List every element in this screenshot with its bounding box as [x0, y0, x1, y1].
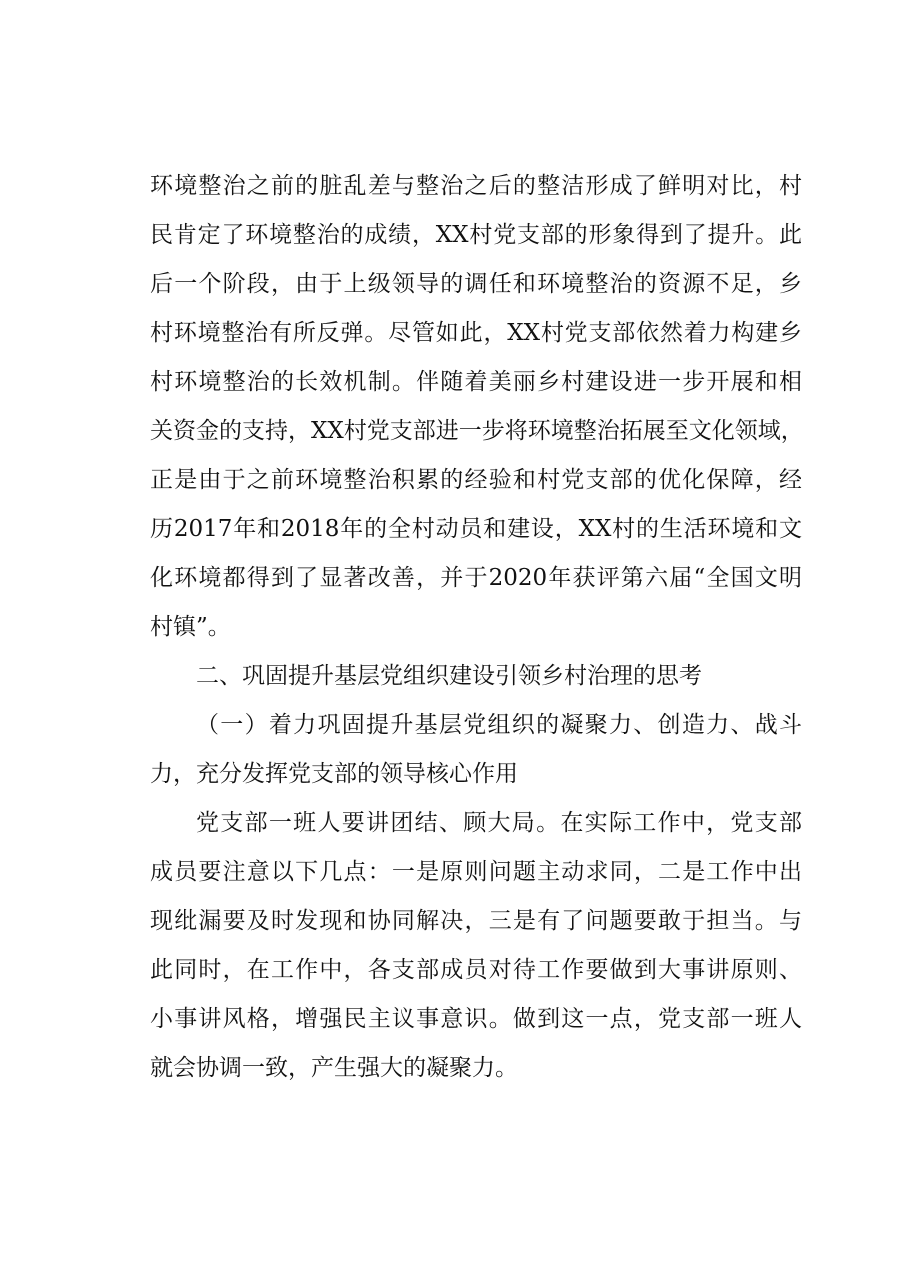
text-line: 小事讲风格，增强民主议事意识。做到这一点，党支部一班人: [150, 1006, 802, 1032]
text-line: 正是由于之前环境整治积累的经验和村党支部的优化保障，经: [150, 467, 802, 493]
text-line: 此同时，在工作中，各支部成员对待工作要做到大事讲原则、: [150, 957, 802, 983]
subheading-line: 力，充分发挥党支部的领导核心作用: [150, 761, 518, 787]
text-line: 就会协调一致，产生强大的凝聚力。: [150, 1055, 518, 1081]
text-line: 村镇”。: [150, 614, 231, 640]
text-line: 化环境都得到了显著改善，并于2020年获评第六届“全国文明: [150, 565, 802, 591]
subsection-heading: [150, 701, 802, 799]
text-line: 现纰漏要及时发现和协同解决，三是有了问题要敢于担当。与: [150, 908, 802, 934]
text-line: 历2017年和2018年的全村动员和建设，XX村的生活环境和文: [150, 516, 802, 542]
text-line: 成员要注意以下几点：一是原则问题主动求同，二是工作中出: [150, 859, 802, 885]
heading-text: 二、巩固提升基层党组织建设引领乡村治理的思考: [196, 663, 702, 689]
paragraph-environment-results: [150, 162, 802, 652]
subheading-line: （一）着力巩固提升基层党组织的凝聚力、创造力、战斗: [196, 712, 802, 738]
document-body: [150, 162, 802, 1093]
paragraph-party-branch-unity: [150, 799, 802, 1093]
text-line: 村环境整治的长效机制。伴随着美丽乡村建设进一步开展和相: [150, 369, 802, 395]
text-line: 民肯定了环境整治的成绩，XX村党支部的形象得到了提升。此: [150, 222, 802, 248]
text-line: 村环境整治有所反弹。尽管如此，XX村党支部依然着力构建乡: [150, 320, 802, 346]
text-line: 环境整治之前的脏乱差与整治之后的整洁形成了鲜明对比，村: [150, 173, 802, 199]
section-heading: [150, 652, 802, 701]
text-line: 关资金的支持，XX村党支部进一步将环境整治拓展至文化领域，: [150, 418, 804, 444]
text-line: 党支部一班人要讲团结、顾大局。在实际工作中，党支部: [196, 810, 802, 836]
text-line: 后一个阶段，由于上级领导的调任和环境整治的资源不足，乡: [150, 271, 802, 297]
